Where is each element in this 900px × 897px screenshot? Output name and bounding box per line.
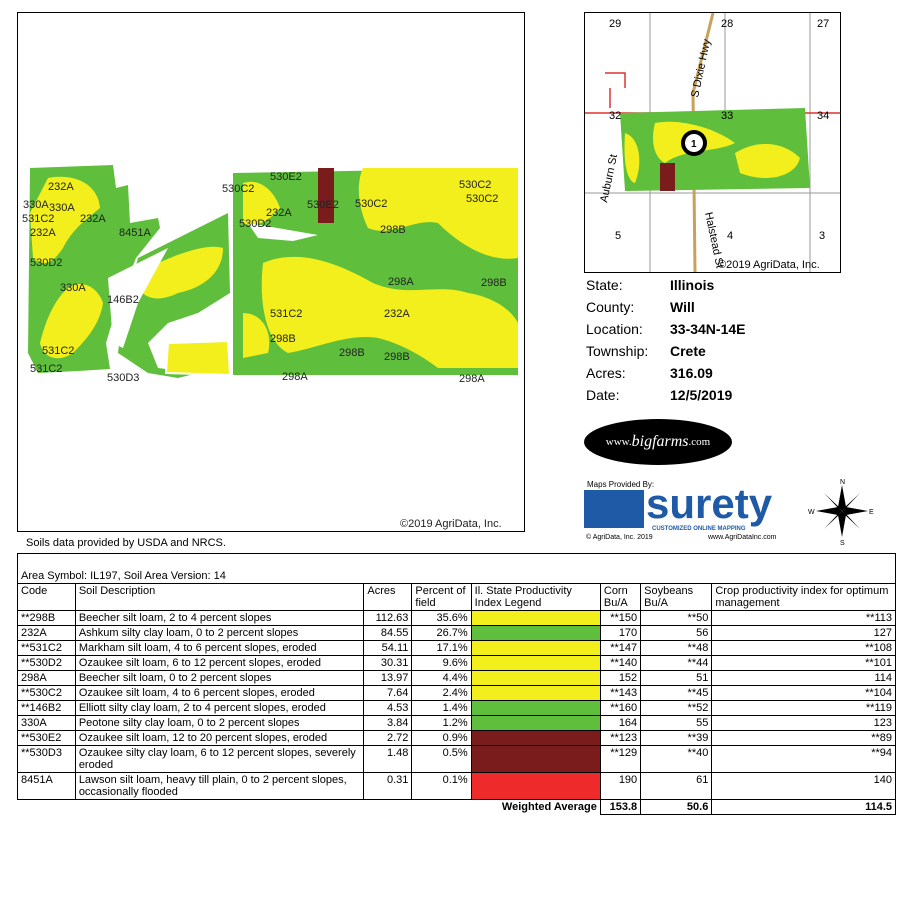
table-cell: **129 [600,746,640,773]
road-label: Halstead St [702,211,726,270]
table-cell: **40 [641,746,712,773]
soil-map-label: 530D2 [30,257,63,269]
section-number: 29 [609,18,622,30]
table-row [18,731,896,746]
productivity-legend-swatch [471,773,600,800]
table-cell: Ozaukee silt loam, 4 to 6 percent slopes, eroded [75,686,364,701]
surety-tagline: CUSTOMIZED ONLINE MAPPING [652,526,746,532]
table-cell: Peotone silty clay loam, 0 to 2 percent slopes [75,716,364,731]
area-symbol: Area Symbol: IL197, Soil Area Version: 14 [18,570,896,584]
table-cell: Ozaukee silt loam, 6 to 12 percent slopes, eroded [75,656,364,671]
surety-globe-icon [584,490,644,528]
soil-map-label: 531C2 [30,363,63,375]
table-cell: 7.64 [364,686,412,701]
table-row [18,701,896,716]
table-cell: **45 [641,686,712,701]
soil-map-label: 530C2 [466,193,499,205]
info-date: Date: 12/5/2019 [586,387,733,403]
table-header-cell: Soil Description [75,584,364,611]
info-county: County: Will [586,299,695,315]
section-number: 34 [817,110,830,122]
table-cell: 170 [600,626,640,641]
table-cell: Lawson silt loam, heavy till plain, 0 to 2 percent slopes, occasionally flooded [75,773,364,800]
table-cell: 1.2% [412,716,471,731]
productivity-legend-swatch [471,626,600,641]
surety-maps-provided: Maps Provided By: [587,480,655,489]
table-cell: **143 [600,686,640,701]
soil-map-label: 298A [459,373,485,385]
table-row [18,626,896,641]
svg-text:E: E [869,509,874,516]
table-cell: 0.5% [412,746,471,773]
soil-map-label: 530D2 [239,218,272,230]
soil-map-label: 330A [60,282,86,294]
table-cell: 0.1% [412,773,471,800]
table-cell: Ozaukee silt loam, 12 to 20 percent slopes, eroded [75,731,364,746]
soils-credit: Soils data provided by USDA and NRCS. [26,537,226,549]
section-number: 33 [721,110,734,122]
table-cell: 84.55 [364,626,412,641]
table-cell: 2.72 [364,731,412,746]
table-cell: **530D2 [18,656,76,671]
bigfarms-logo[interactable]: www. bigfarms .com [584,419,732,465]
table-cell: 3.84 [364,716,412,731]
section-number: 28 [721,18,734,30]
table-cell: 164 [600,716,640,731]
productivity-legend-swatch [471,701,600,716]
soil-map-label: 330A [49,202,75,214]
table-cell: 17.1% [412,641,471,656]
table-cell: **113 [712,611,896,626]
table-cell: **39 [641,731,712,746]
table-cell: **104 [712,686,896,701]
table-cell: **94 [712,746,896,773]
soil-map-label: 330A [23,199,49,211]
table-cell: 0.31 [364,773,412,800]
parcel-marker: 1 [691,139,697,150]
table-cell: 4.53 [364,701,412,716]
surety-logo[interactable] [584,480,794,546]
table-row [18,671,896,686]
info-township: Township: Crete [586,343,706,359]
table-header-row [18,584,896,611]
table-cell: **140 [600,656,640,671]
table-top-border [17,553,896,570]
table-cell: **531C2 [18,641,76,656]
section-number: 27 [817,18,830,30]
productivity-legend-swatch [471,746,600,773]
table-cell: 4.4% [412,671,471,686]
weighted-cpi: 114.5 [712,800,896,815]
table-cell: 0.9% [412,731,471,746]
soil-map-label: 232A [30,227,56,239]
productivity-legend-swatch [471,656,600,671]
table-header-cell: Soybeans Bu/A [641,584,712,611]
soil-map-label: 298B [384,351,410,363]
table-cell: 112.63 [364,611,412,626]
table-cell: 8451A [18,773,76,800]
surety-copyright: © AgriData, Inc. 2019 [586,534,653,541]
soil-map-label: 531C2 [270,308,303,320]
table-cell: **48 [641,641,712,656]
table-header-cell: Acres [364,584,412,611]
table-cell: **52 [641,701,712,716]
table-cell: 9.6% [412,656,471,671]
soil-map[interactable] [17,12,525,532]
table-cell: 190 [600,773,640,800]
soil-map-label: 232A [48,181,74,193]
soil-map-label: 232A [266,207,292,219]
table-cell: **530D3 [18,746,76,773]
table-row [18,773,896,800]
soil-map-graphic [18,13,525,532]
info-location: Location: 33-34N-14E [586,321,746,337]
table-cell: 30.31 [364,656,412,671]
svg-text:N: N [840,479,846,486]
table-cell: 2.4% [412,686,471,701]
table-cell: 330A [18,716,76,731]
surety-url: www.AgriDataInc.com [708,534,777,541]
weighted-label: Weighted Average [18,800,601,815]
table-cell: **44 [641,656,712,671]
road-label: Auburn St [598,153,621,204]
table-cell: **146B2 [18,701,76,716]
section-number: 32 [609,110,622,122]
table-cell: **160 [600,701,640,716]
soil-map-label: 8451A [119,227,151,239]
table-cell: Beecher silt loam, 2 to 4 percent slopes [75,611,364,626]
table-cell: **50 [641,611,712,626]
soil-map-label: 298A [282,371,308,383]
location-map-copyright: ©2019 AgriData, Inc. [718,259,820,271]
table-cell: 123 [712,716,896,731]
table-cell: 56 [641,626,712,641]
table-cell: Ashkum silty clay loam, 0 to 2 percent slopes [75,626,364,641]
productivity-legend-swatch [471,716,600,731]
table-cell: **123 [600,731,640,746]
table-cell: 1.4% [412,701,471,716]
table-cell: **150 [600,611,640,626]
weighted-soy: 50.6 [641,800,712,815]
table-cell: 152 [600,671,640,686]
productivity-legend-swatch [471,686,600,701]
compass-rose-icon [808,477,876,545]
soil-map-label: 531C2 [22,213,55,225]
table-cell: 114 [712,671,896,686]
soil-map-label: 531C2 [42,345,75,357]
table-cell: 35.6% [412,611,471,626]
soil-table [17,570,896,815]
svg-text:W: W [808,509,815,516]
table-cell: Elliott silty clay loam, 2 to 4 percent slopes, eroded [75,701,364,716]
section-number: 3 [819,230,826,242]
productivity-legend-swatch [471,731,600,746]
table-cell: **101 [712,656,896,671]
soil-map-label: 298B [481,277,507,289]
table-row [18,656,896,671]
soil-map-label: 530C2 [459,179,492,191]
productivity-legend-swatch [471,641,600,656]
table-cell: 26.7% [412,626,471,641]
soil-map-label: 530C2 [355,198,388,210]
table-cell: 13.97 [364,671,412,686]
table-body [18,611,896,800]
table-cell: 140 [712,773,896,800]
table-cell: **530C2 [18,686,76,701]
table-header-cell: Crop productivity index for optimum management [712,584,896,611]
table-row [18,716,896,731]
soil-map-copyright: ©2019 AgriData, Inc. [400,518,502,530]
productivity-legend-swatch [471,611,600,626]
table-cell: 127 [712,626,896,641]
table-header-cell: Il. State Productivity Index Legend [471,584,600,611]
svg-text:S: S [840,540,845,545]
soil-map-label: 530E2 [270,171,302,183]
table-cell: Markham silt loam, 4 to 6 percent slopes, eroded [75,641,364,656]
table-cell: Beecher silt loam, 0 to 2 percent slopes [75,671,364,686]
table-cell: 61 [641,773,712,800]
table-cell: **530E2 [18,731,76,746]
table-header-cell: Percent of field [412,584,471,611]
table-cell: **119 [712,701,896,716]
table-cell: 1.48 [364,746,412,773]
table-cell: 232A [18,626,76,641]
location-map-graphic [585,13,841,273]
info-state: State: Illinois [586,277,715,293]
section-number: 4 [727,230,734,242]
location-map[interactable] [584,12,841,273]
section-number: 5 [615,230,622,242]
soil-map-label: 530C2 [222,183,255,195]
table-header-cell: Corn Bu/A [600,584,640,611]
table-cell: **147 [600,641,640,656]
table-cell: Ozaukee silty clay loam, 6 to 12 percent slopes, severely eroded [75,746,364,773]
productivity-legend-swatch [471,671,600,686]
table-cell: 55 [641,716,712,731]
table-row [18,686,896,701]
soil-map-label: 232A [80,213,106,225]
soil-map-label: 232A [384,308,410,320]
soil-map-label: 298B [270,333,296,345]
soil-map-label: 146B2 [107,294,139,306]
table-row [18,641,896,656]
table-cell: 54.11 [364,641,412,656]
weighted-average-row [18,800,896,815]
table-row [18,611,896,626]
table-cell: **89 [712,731,896,746]
weighted-corn: 153.8 [600,800,640,815]
soil-map-label: 530E2 [307,199,339,211]
surety-brand: surety [646,480,773,527]
table-cell: 298A [18,671,76,686]
table-cell: **108 [712,641,896,656]
road-label: S Dixie Hwy [689,38,714,99]
soil-map-label: 298B [339,347,365,359]
table-header-cell: Code [18,584,76,611]
soil-map-label: 298A [388,276,414,288]
table-cell: **298B [18,611,76,626]
table-cell: 51 [641,671,712,686]
info-acres: Acres: 316.09 [586,365,713,381]
table-row [18,746,896,773]
soil-map-label: 298B [380,224,406,236]
soil-map-label: 530D3 [107,372,140,384]
